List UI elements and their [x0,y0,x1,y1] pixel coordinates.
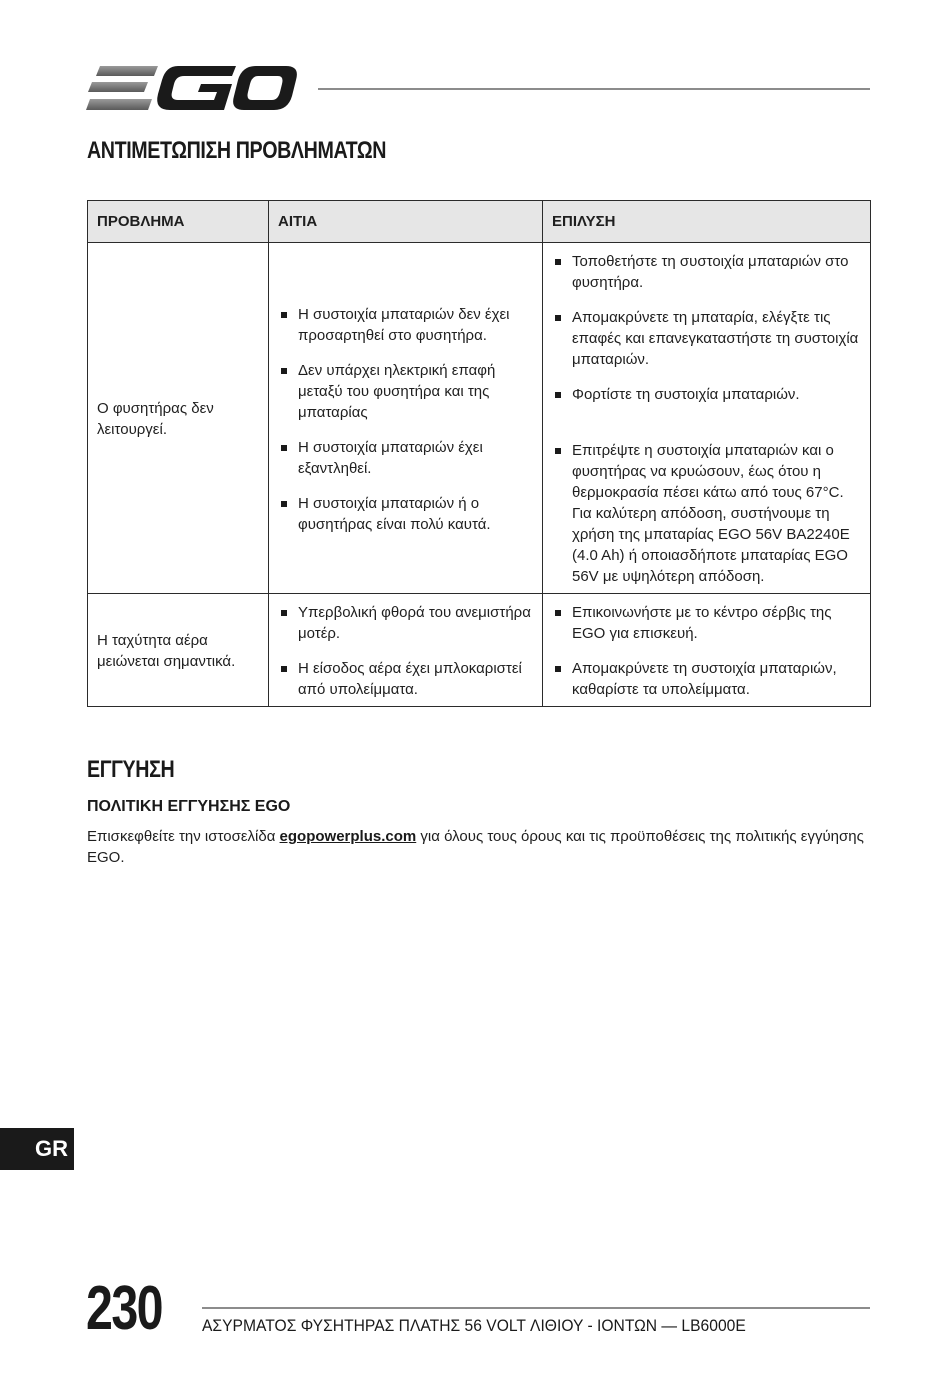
solution-item: Απομακρύνετε τη μπαταρία, ελέγξτε τις επαφές και επανεγκαταστήστε τη συστοιχία μπαταριών. [552,307,861,370]
warranty-text-after: για όλους τους όρους και τις προϋποθέσεις της πολιτικής εγγύησης EGO. [87,828,864,866]
troubleshooting-table [87,200,871,707]
column-header-problem: ΠΡΟΒΛΗΜΑ [88,201,269,243]
warranty-text-before: Επισκεφθείτε την ιστοσελίδα [87,828,280,845]
ego-logo-graphic [86,62,300,114]
warranty-title: ΕΓΓΥΗΣΗ [87,756,175,783]
troubleshooting-title: ΑΝΤΙΜΕΤΩΠΙΣΗ ΠΡΟΒΛΗΜΑΤΩΝ [87,137,387,164]
warranty-website-link[interactable]: egopowerplus.com [279,828,417,845]
solution-item: Επικοινωνήστε με το κέντρο σέρβις της EGO για επισκευή. [552,602,861,644]
solution-item: Απομακρύνετε τη συστοιχία μπαταριών, καθαρίστε τα υπολείμματα. [552,658,861,700]
cause-cell [269,594,543,707]
cause-item: Δεν υπάρχει ηλεκτρική επαφή μεταξύ του φυσητήρα και της μπαταρίας [278,360,533,423]
warranty-text [87,826,870,868]
footer-title: ΑΣΥΡΜΑΤΟΣ ΦΥΣΗΤΗΡΑΣ ΠΛΑΤΗΣ 56 VOLT ΛΙΘΙΟΥ - ΙΟΝΤΩΝ — LB6000E [202,1316,746,1335]
solution-item: Τοποθετήστε τη συστοιχία μπαταριών στο φυσητήρα. [552,251,861,293]
cause-item: Η συστοιχία μπαταριών ή ο φυσητήρας είναι πολύ καυτά. [278,493,533,535]
ego-logo [86,62,300,114]
table-row [88,594,871,707]
cause-item: Η συστοιχία μπαταριών δεν έχει προσαρτηθεί στο φυσητήρα. [278,304,533,346]
page-number: 230 [86,1274,163,1343]
footer-divider [202,1307,870,1309]
solution-cell [543,594,871,707]
table-header-row [88,201,871,243]
cause-item: Η είσοδος αέρα έχει μπλοκαριστεί από υπολείμματα. [278,658,533,700]
header-divider [318,88,870,90]
solution-cell [543,243,871,594]
problem-cell: Ο φυσητήρας δεν λειτουργεί. [88,243,269,594]
cause-cell [269,243,543,594]
cause-item: Υπερβολική φθορά του ανεμιστήρα μοτέρ. [278,602,533,644]
table-row [88,243,871,594]
language-tab: GR [0,1128,74,1170]
solution-item: Επιτρέψτε η συστοιχία μπαταριών και ο φυσητήρας να κρυώσουν, έως ότου η θερμοκρασία πέσει κάτω από τους 67°C. Για καλύτερη απόδοση, συστήνουμε τη χρήση της μπαταρίας EGO 56V BA2240E (4.0 Ah) ή οποιασδήποτε μπαταρίας EGO 56V με υψηλότερη απόδοση. [552,440,861,587]
column-header-cause: ΑΙΤΙΑ [269,201,543,243]
column-header-solution: ΕΠΙΛΥΣΗ [543,201,871,243]
warranty-subtitle: ΠΟΛΙΤΙΚΗ ΕΓΓΥΗΣΗΣ EGO [87,798,291,815]
solution-item: Φορτίστε τη συστοιχία μπαταριών. [552,384,861,426]
problem-cell: Η ταχύτητα αέρα μειώνεται σημαντικά. [88,594,269,707]
cause-item: Η συστοιχία μπαταριών έχει εξαντληθεί. [278,437,533,479]
